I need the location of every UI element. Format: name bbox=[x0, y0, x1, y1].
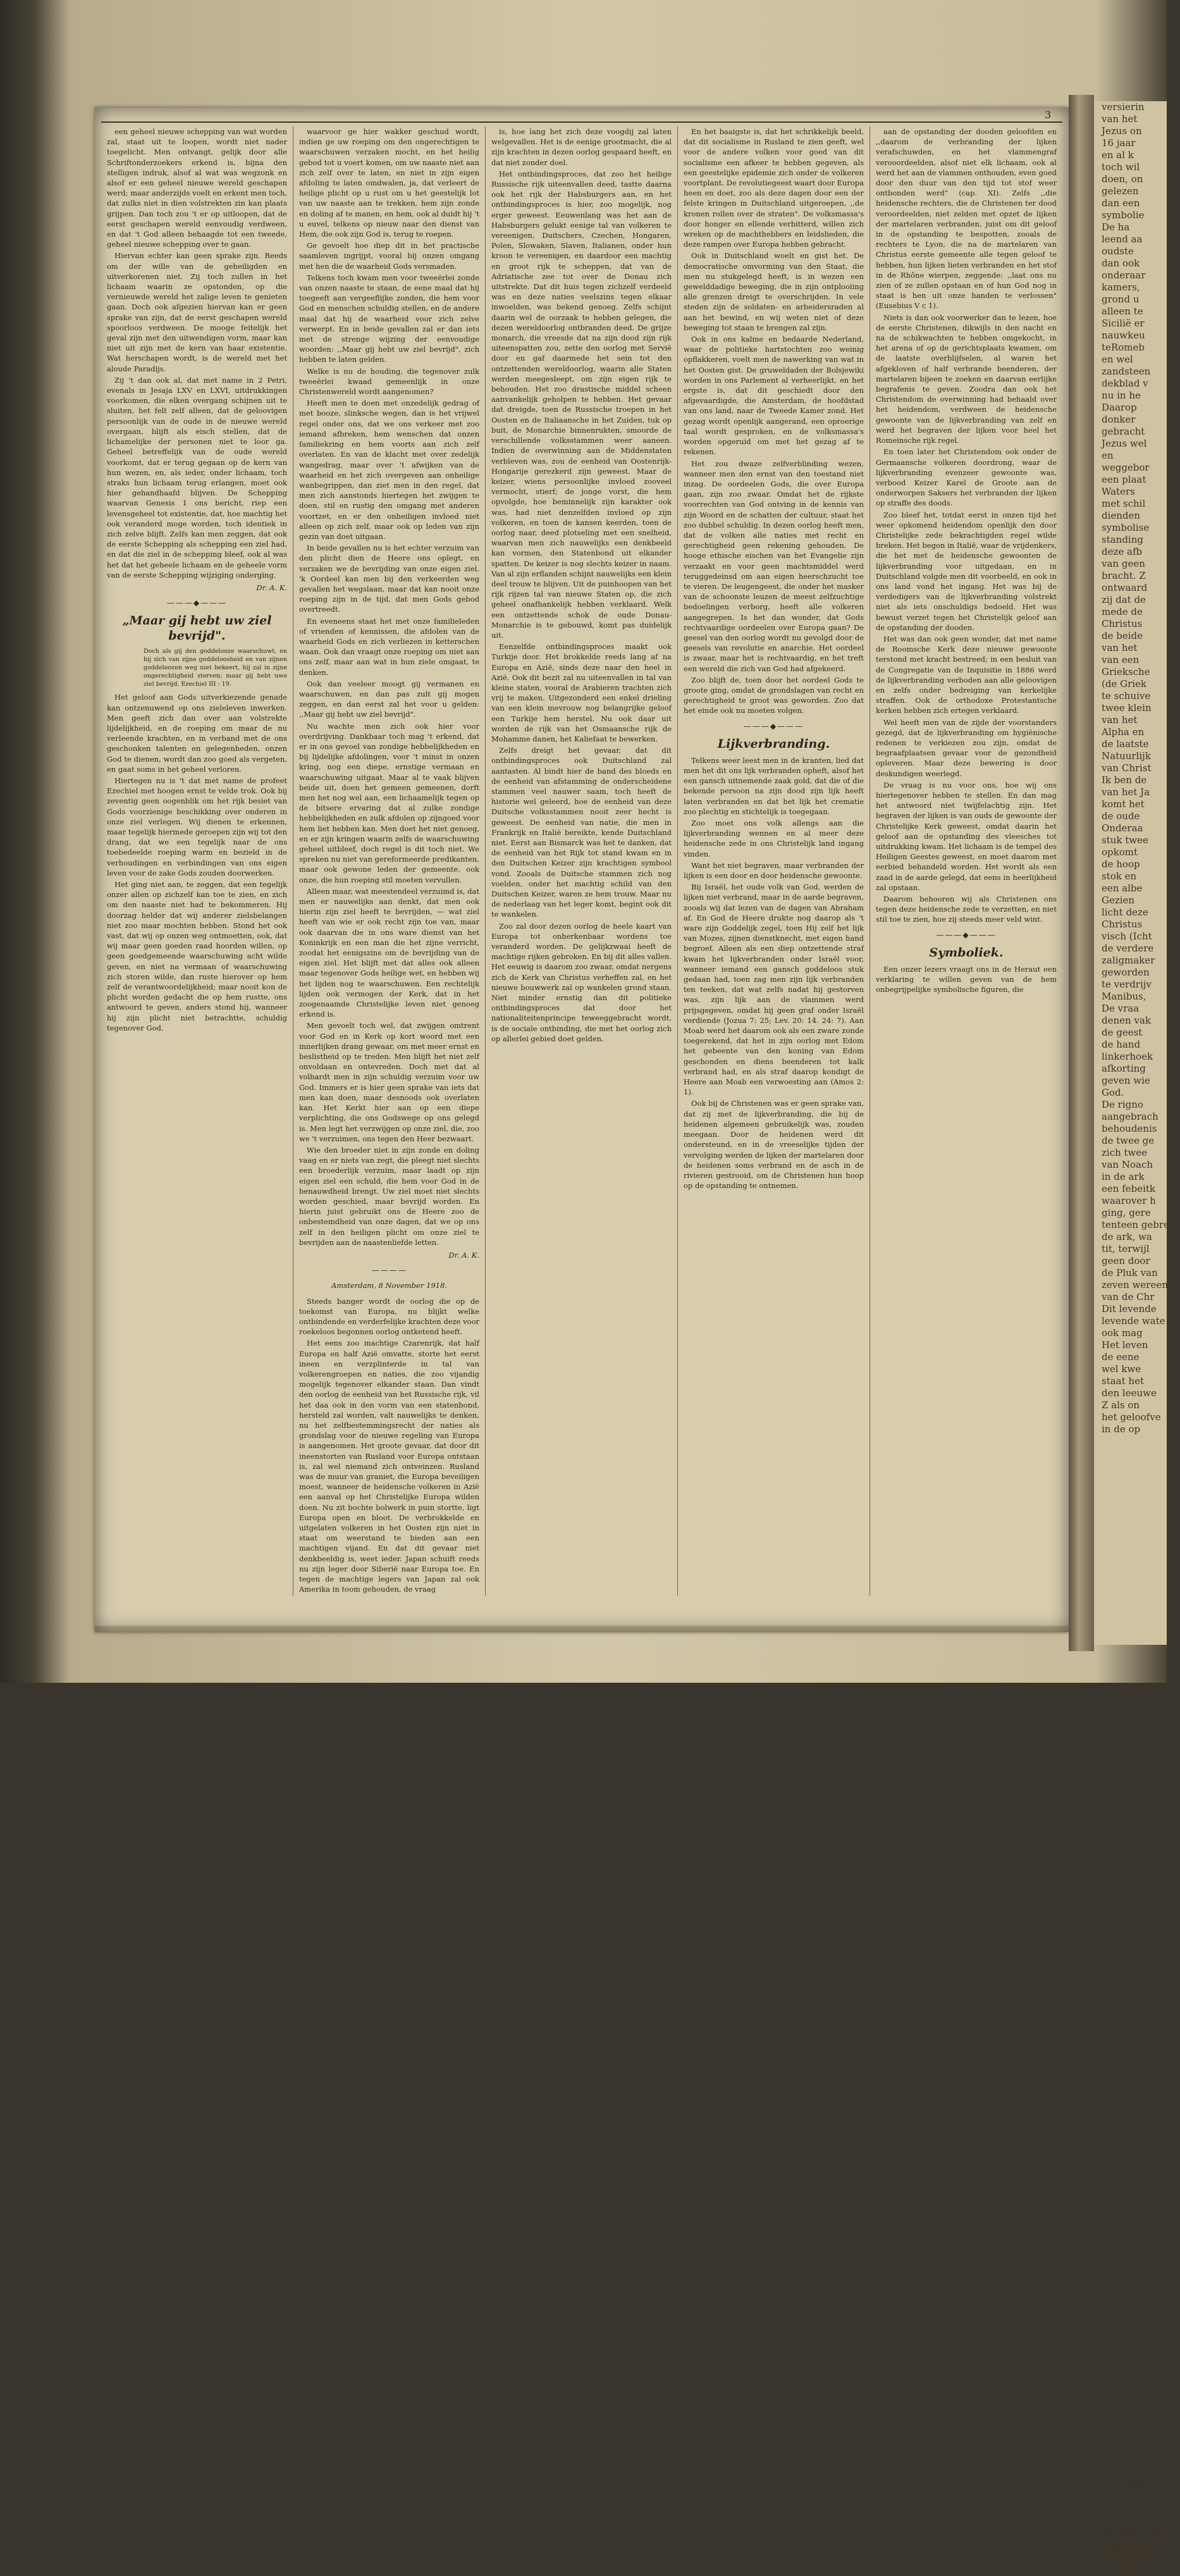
paragraph: Daarom behooren wij als Christenen ons tegen deze heidensche zede te verzetten, en niet stil toe te zien, hoe zij steeds meer veld wint. bbox=[876, 895, 1057, 924]
next-page-line: de twee ge bbox=[1102, 1135, 1155, 1146]
article-columns bbox=[101, 127, 1062, 1594]
next-page-line: geworden bbox=[1102, 967, 1150, 978]
next-page-line: van het bbox=[1102, 642, 1138, 653]
next-page-signature-sub: LEVEN EN WAT bbox=[1102, 2491, 1180, 2503]
next-page-line: Daarop bbox=[1102, 402, 1137, 413]
next-page-line: In zijn de bbox=[1102, 2516, 1146, 2527]
next-page-line: geven wie bbox=[1102, 1075, 1150, 1086]
next-page-line: tenteen gebre bbox=[1102, 1219, 1169, 1230]
next-page-line: grond u bbox=[1102, 294, 1140, 305]
next-page-line: zeven wereen bbox=[1102, 1279, 1168, 1291]
paragraph: Hiervan echter kan geen sprake zijn. Reeds om der wille van de geheiligden en uitverkorenen niet. Zij toch zullen in het lichaam waarin ze opstonden, op die vernieuwde wereld het zalige leven te genieten gaan. Doch ook afgezien hiervan kan er geen sprake van zijn, dat de eerst geschapen wereld spoorloos verdween. De mooge feitelijk het geval zijn met den uitwendigen vorm, maar kan niet uit zijn met de kern van haar existentie. Wat herschapen wordt, is de wereld met het aloude Paradijs. bbox=[107, 251, 287, 373]
next-page-line: symbolise bbox=[1102, 522, 1150, 533]
next-page-line: de hoop bbox=[1102, 858, 1140, 870]
paragraph: In beide gevallen nu is het echter verzuim van den plicht dien de Heere ons oplegt, en verzaken we de bevrijding van onze eigen ziel. 'k Oordeel kan men bij den verkeerden weg gevallen het wegslaan, maar dat kan nooit onze roeping zijn in de tijd, dat men Gods gebod overtreedt. bbox=[299, 543, 479, 614]
article-heading: Lijkverbranding. bbox=[717, 736, 830, 751]
next-page-line: standing bbox=[1102, 534, 1143, 545]
newspaper-page bbox=[95, 108, 1069, 1632]
article-heading: Symboliek. bbox=[929, 945, 1004, 960]
next-page-line: tegen aan de bbox=[1102, 2540, 1164, 2551]
next-page-line: geen door bbox=[1102, 1255, 1150, 1266]
next-page-line: Het leven bbox=[1102, 1339, 1148, 1351]
page-bottom-edge bbox=[95, 1626, 1069, 1632]
paragraph: Ook bij de Christenen was er geen sprake van, dat zij met de lijkverbranding, die bij de heidenen algemeen gebruikelijk was, zouden meegaan. Door de heidenen werd dit ondersteund, en in de vreeselijke tijden der vervolging werden de lijken der martelaren door de heidenen soms verbrand en de asch in de rivieren gestrooid, om de Christenen hun hoop op de opstanding te ontnemen. bbox=[684, 1099, 864, 1191]
next-page-line: en bbox=[1102, 450, 1114, 461]
paragraph: Bij Israël, het oude volk van God, werden de lijken niet verbrand, maar in de aarde begraven, zooals wij dat lezen van de dagen van Abraham af. En God de Heere drukte nog daarop als 't ware zijn Goddelijk zegel, toen Hij zelf het lijk van Mozes, zijnen dienstknecht, met eigen hand begroef. Alleen als een diep ontzettende straf kwam het lijkverbranden onder Israël voor, wanneer iemand een gansch goddeloos stuk gedaan had, toen zag men zijn lijk verbranden ten teeken, dat wat zelfs nadat hij gestorven was, zijn lijk aan de vlammen werd prijsgegeven, omdat hij geen graf onder Israël verdiende (Jozua 7: 25; Lev. 20: 14. 24: 7). Aan Moab werd het daarom ook als een zware zonde toegerekend, dat het in zijn oorlog met Edom het gebeente van den koning van Edom geschonden en diens beenderen tot kalk verbrand had, en als straf daarop kondigt de Heere aan Moab een verwoesting aan (Amos 2: 1). bbox=[684, 882, 864, 1097]
paragraph: Ge gevoelt hoe diep dit in het practische saamleven ingrijpt, vooral bij onzen omgang met hen die de waarheid Gods versmaden. bbox=[299, 241, 479, 271]
header-rule bbox=[101, 121, 1062, 123]
next-page-line: de beide bbox=[1102, 630, 1143, 641]
paragraph: een geheel nieuwe schepping van wat worden zal, staat uit te loopen, wordt niet nader toegelicht. Men ontvangt, gelijk door alle Schriftonderzoekers erkend is, bijna den stelligen indruk, alsof al wat was wegzonk en alsof er een geheel nieuwe wereld geschapen werd; maar anderzijds voelt en erkent men toch, dat zulks niet in dien volstrekten zin kan plaats grijpen. Dan toch zou 't er op uitloopen, dat de eerst geschapen wereld eenvoudig verdween, en dat 't God alleen behaagde tot een tweede, geheel nieuwe schepping over te gaan. bbox=[107, 127, 287, 249]
paragraph: Telkens toch kwam men voor tweeërlei zonde van onzen naaste te staan, de eene maal dat hij toegeeft aan vergeeflijke zonden, die hem voor God en menschen schuldig stellen, en de andere maal dat hij de waarheid voor zich zelve verwerpt. En in beide gevallen zal er dan iets met de strenge wijzing der eenvoudige woorden: ,,Maar gij hebt uw ziel bevrijd", zich hebben te laten gelden. bbox=[299, 273, 479, 364]
paragraph: Het eens zoo machtige Czarenrijk, dat half Europa en half Azië omvatte, storte het eerst ineen en verzplinterde in tal van volkerengroepen en naties, die zoo vijandig mogelijk tegenover elkander staan. Dan vindt den oorlog de eenheid van het Russische rijk, vil het daa ook in den vorm van een statenbond, hersteld zal worden, valt nauwelijks te denken, nu het zelfbestemmingsrecht der naties als grondslag voor de nieuwe regeling van Europa is aangenomen. Het groote gevaar, dat door dit ineenstorten van Rusland voor Europa ontstaan is, zal wel niemand zich ontveinzen. Rusland was de muur van graniet, die Europa beveiligen moest, wanneer de heidensche volkeren in Azië een aanval op het Christelijke Europa wilden doen. Nu zit bochte bolwerk in puin stortte, ligt Europa open en bloot. De verbrokkelde en uitgelaten volkeren in het Oosten zijn niet in staat om weerstand te bieden aan een machtigen vijand. En dat dit gevaar niet denkbeeldig is, weet ieder. Japan schuift reeds nu zijn leger door Siberië naar Europa toe. En tegen de machtige legers van Japan zal ook Amerika in toom gehouden, de vraag bbox=[299, 1339, 479, 1594]
next-page-line: staat het bbox=[1102, 1375, 1144, 1387]
next-page-line: 16 jaar bbox=[1102, 137, 1136, 149]
next-page-line: De vraa bbox=[1102, 1003, 1140, 1014]
paragraph: Ook dan veeleer moogt gij vermanen en waarschuwen, en dan pas zult gij mogen zeggen, en dan eerst zal het voor u gelden: ,,Maar gij hebt uw ziel bevrijd". bbox=[299, 679, 479, 719]
next-page-line: met schil bbox=[1102, 498, 1146, 509]
next-page-line: gebracht bbox=[1102, 426, 1145, 437]
next-page-line: zaligmaker bbox=[1102, 955, 1155, 966]
column-1 bbox=[101, 127, 293, 1595]
paragraph: Zoo bleef het, totdat eerst in onzen tijd het weer opkomend heidendom openlijk den door Christelijke zede bekrachtigden regel wilde breken. Het begon in Italië, waar de vrijdenkers, die het met de heidensche gewoonten de lijkverbranding voor uitgedaan, en in Duitschland volgde men dit voorbeeld, en ook in ons land vond het ingang. Het was bij de verdedigers van de lijkverbranding volstrekt niet als iets onschuldigs bedoeld. Het was bewust verzet tegen het Christelijk geloof aan de opstanding der dooden. bbox=[876, 510, 1057, 632]
next-page-line: waarover h bbox=[1102, 1195, 1156, 1206]
next-page-line: van geen bbox=[1102, 558, 1145, 569]
next-page-line: Grieksche bbox=[1102, 666, 1150, 678]
next-page-line: Waters bbox=[1102, 486, 1135, 497]
paragraph: Het ging niet aan, te zeggen, dat een tegelijk onzer allen op zichzelf kan toe te zien, en zich om den naaste niet had te bekommeren. Hij doorzag helder dat wij anderer zielsbelangen niet zoo maar mochten hebben. Stond het ook vast, dat wij op onzen weg ontmoetten, ook, dat wij maar geen goeden raad hoorden willen, op geen goedgemeende waarschuwing acht wilde geven, en niet na vermaan of waarschuwing zich storen wilde, dan ruste hierover op hem zelf de verantwoordelijkheid; maar nooit kon de plicht worden gedacht die op hem rustte, ons antwoord te geven, anders stond hij, wanneer hij zijn plicht niet betrachtte, schuldig tegenover God. bbox=[107, 880, 287, 1032]
paragraph: Zij 't dan ook al, dat met name in 2 Petri, evenals in Jesaja LXV en LXVI, uitdrukkingen voorkomen, die elken overgang schijnen uit te sluiten, het felt zelf alleen, dat de geloovigen persoonlijk van de oude in de nieuwe wereld overgaan, blijft als eisch stellen, dat de lichamelijke der personen niet te loor ga. Geheel betreffelijk van de oude wereld voorkomt, dat er terug gegaan op de kern van hun wezen, en, als ieder, onder lichaam, toch straks hun lichaam terug erlangen, moet ook hier gehandhaafd blijven. De Schepping waarvan Genesis 1 ons bericht, riep een levensgeheel tot existentie, dat, hoe machtig het ook veranderd moge worden, toch identiek in zich zelve blijft. Zelfs kan men zeggen, dat ook de eerste Schepping als schepping een ziel had, en dat die ziel in de schepping bleef, ook al was het dat het geheele lichaam en de geheele vorm van de eerste Schepping wijziging onderging. bbox=[107, 375, 287, 579]
paragraph: Steeds banger wordt de oorlog die op de toekomst van Europa, nu blijkt welke ontbindende en verderfelijke krachten deze voor roekeloos begonnen oorlog ontketend heeft. bbox=[299, 1296, 479, 1337]
paragraph: Ook in Duitschland woelt en gist het. De democratische omvorming van den Staat, die men nu stukgelegd heeft, is in wezen een gewelddadige beweging, die in zijn ontplooiing alle grenzen dreigt te overschrijden. In vele steden zijn de soldaten- en arbeidersraden al aan het bewind, en wij weten niet of deze beweging tot staan te brengen zal zijn. bbox=[684, 251, 864, 332]
next-page-line: Christus bbox=[1102, 919, 1143, 930]
next-page-line: Sicilië er bbox=[1102, 318, 1145, 329]
next-page-line: bracht. Z bbox=[1102, 570, 1146, 581]
paragraph: Hiertegen nu is 't dat met name de profeet Ezechiel met hoogen ernst te velde trok. Ook bij zeventig geen oogenblik om het rijk besiet van Gods voorzienige beschikking over onderen in onze ziel verlegen. Wij dienen te erkennen, maar tegelijk hiermede geroepen zijn wij tot den drang, dat we een tegelijk naar de ons toebedeelde roeping warm en bezield in de verhoudingen en verbindingen van ons eigen leven voor de zake Gods zouden doorwerken. bbox=[107, 776, 287, 877]
next-page-line: een plaat bbox=[1102, 474, 1146, 485]
next-page-line: Manibus, bbox=[1102, 991, 1146, 1002]
ornament-divider: ———◆——— bbox=[936, 930, 997, 939]
paragraph: aan de opstanding der dooden geloofden en ,,daarom de verbranding der lijken verafschuwden, en het vlammengraf verooordeelden, alsof niet elk lichaam, ook al werd het aan de vlammen onthouden, even goed door den duur van den tijd tot stof weer ontbonden werd" (cap. XI). Zelfs ,,die heidensche rechters, die de Christenen ter dood veroordeelden, niet zelden met opzet de lijken der martelaren verbranden, juist om dit geloof in de opstanding te bespotten, zooals de rechters te Lyon, die na de martelaren van Christus eerste gemeente alle tegen geloof te hebben, hun lijken lieten verbranden en het stof in de Rhône wierpen, zeggende: ,,laat ons nu zien of ze zullen opstaan en of hun God nog in staat is hen uit onze handen te verlossen" (Eusebius V c 1). bbox=[876, 127, 1057, 311]
page-mark: 3 bbox=[1045, 109, 1052, 121]
ornament-divider: ———— bbox=[371, 1266, 407, 1275]
paragraph: Het geloof aan Gods uitverkiezende genade kan ontzenuwend op ons zieleleven inwerken. Men geeft zich dan over aan volstrekte lijdelijkheid, en de roeping om maar de nu verleende krachten, en in verband met de ons geschonken talenten en gelegenheden, onzen God te dienen, wordt dan zoo goed als vergeten, en gaat soms in het geheel verloren. bbox=[107, 693, 287, 774]
next-page-line: tit, terwijl bbox=[1102, 1243, 1150, 1254]
next-page-line: deze afb bbox=[1102, 546, 1143, 557]
next-page-line: denen vak bbox=[1102, 1015, 1151, 1026]
next-page-line: afkorting bbox=[1102, 1063, 1146, 1074]
paragraph: Nu wachte men zich ook hier voor overdrijving. Dankbaar toch mag 't erkend, dat er in ons gevoel van zondige hebbelijkheden en bij lijdelijke afdolingen, voor 't minst in onzen kring, nog een diepe, ernstige vermaan en waarschuwing uitgaat. Maar al te vaak blijven beide uit, doen het gemeen gemeenen, dorft men het nog wel aan, een lichaamelijk tegen op de bitsere ervaring dat al zulke zondige hebbelijkheden en zulk afdolen op zijngoed voor hem liet hebben kan. Men doet het niet genoeg, en er zijn kringen waarin zelfs de waarschuwing geheel uitbleef, doch regel is dit toch niet. We spreken nu niet van gereformeerde predikanten, maar ook gewone leden der gemeente, ook onze, die hun roeping stil moeten vervullen. bbox=[299, 721, 479, 884]
next-page-line: Als gymnasi bbox=[1102, 2552, 1160, 2563]
next-page-line: dienden bbox=[1102, 510, 1141, 521]
paragraph: Welke is nu de houding, die tegenover zulk tweeërlei kwaad gemeenlijk in onze Christenwereld wordt aangenomen? bbox=[299, 366, 479, 397]
next-page-line: donker bbox=[1102, 414, 1136, 425]
next-page-line: den leeuwe bbox=[1102, 1387, 1157, 1399]
next-page-line: van Christ bbox=[1102, 762, 1152, 774]
paragraph: Zoo zal door dezen oorlog de heele kaart van Europa tot onherkenbaar wordens toe veranderd worden. De gelijkzwaai heeft de machtige rijken gebroken. En bij dit alles vallen. Het eeuwig is daarom zoo zwaar, omdat nergens zich de Kerk van Christus verheffen zal, en het nieuwe bouwwerk zal op wankelen grond staan. Niet minder ernstig dan dit politieke ontbindingsproces dat door het nationaliteitenprincipe teweeggebracht wordt, is de sociale ontbinding, die met het oorlog zich op allerlei gebied doet gelden. bbox=[491, 921, 672, 1043]
ornament-divider: ———◆——— bbox=[743, 721, 804, 731]
next-page-line: van de Chr bbox=[1102, 1291, 1155, 1303]
paragraph: Want het niet begraven, maar verbranden der lijken is een door en door heidensche gewoonte. bbox=[684, 860, 864, 881]
next-page-line: (de Griek bbox=[1102, 678, 1147, 690]
paragraph: Telkens weer leest men in de kranten, lied dat men het dit ons lijk verbranden opheft, alsof het een gansch uitnemende zaak gold, dat die of die bekende persoon na zijn dood zijn lijk heeft laten verbranden en dat het lijk het crematie zoo plechtig en stichtelijk is toegegaan. bbox=[684, 755, 864, 816]
paragraph: Zoo moet ons volk allengs aan die lijkverbranding wennen en al meer deze heidensche zede in ons Christelijk land ingang vinden. bbox=[684, 819, 864, 858]
paragraph: Het ontbindingsproces, dat zoo het heilige Russische rijk uiteenvallen deed, tastte daarna ook het rijk der Habsburgers aan, en het ontbindingsproces is hier, zoo mogelijk, nog erger geweest. Eeuwenlang was het aan de Habsburgers gelukt eenige tal van volkeren te vereenigen, Duitschers, Czechen, Hongaren, Polen, Slowaken, Slaven, Italianen, onder hun kroon te vereenigen, en daardoor een machtig en groot rijk te scheppen, dat van de Adriatische zee tot over de Donau zich uitstrekte. Dat dit huis tegen zichzelf verdeeld was en deze naties veelszins tegen elkaar inwoelden, was bekend genoeg. Zelfs schijnt daarin wel de oorzaak te hebben gelegen, die dezen wereldoorlog ontbranden deed. De grijze monarch, die vreesde dat na zijn dood zijn rijk uiteenspatten zou, zette den oorlog met Servië door en gaf daarmede het sein tot den ontzettenden wereldoorlog, waarin alle Staten werden meegesleept, om zijn eigen rijk te behouden. Het zoo drastische middel scheen aanvankelijk geholpen te hebben. Het gevaar dat dreigde, toen de Russische troepen in het Oosten en de Italiaansche in het Zuiden, tuk op buit, de Monarchie binnenrukten, smoorde de verschillende volksstammen weer aaneen. Indien de overwinning aan de Middenstaten verbleven was, zou de eenheid van Oostenrijk-Hongarije gerezkerd zijn geweest. Maar de keizer, wiens persoonlijke invloed zooveel vermocht, stierf; de jonge vorst, die hem opvolgde, hoe beminnelijk zijn karakter ook was, had niet denzelfden invloed op zijn volkeren, en toen de kansen keerden, toen de oorlog naar, deed plotseling met een snelheid, waarvan men zich nauwelijks een denkbeeld kan vormen, den Statenbond uit elkander spatten. De keizer is nog slechts keizer in naam. Van al zijn erflanden schijnt nauwelijks een klein deel trouw te blijven. Uit de puinhoopen van het rijk rijzen tal van nieuwe Staten op, die zich geheel onafhankelijk hebben verklaard. Welk een ontzettende schok de oude Donau-Monarchie is te gebouwd, komt pas duidelijk uit. bbox=[491, 169, 672, 640]
next-page-line: De ha bbox=[1102, 221, 1130, 233]
next-page-line: De rigno bbox=[1102, 1099, 1143, 1110]
next-page-line: van een bbox=[1102, 654, 1140, 666]
next-page-line: DE PREDIKAN bbox=[1102, 2528, 1173, 2539]
next-page-line: Onderaa bbox=[1102, 822, 1143, 834]
next-page-line: stuk twee bbox=[1102, 834, 1148, 846]
next-page-line: levende wate bbox=[1102, 1315, 1165, 1327]
next-page-line: leend aa bbox=[1102, 233, 1143, 245]
next-page-line: Natuurlijk bbox=[1102, 750, 1151, 762]
next-page-line: doen, on bbox=[1102, 173, 1143, 185]
paragraph: Heeft men te doen met onzedelijk gedrag of met booze, slinksche wegen, dan is het vrijwel regel onder ons, dat we ons verkeer met zoo iemand afbreken, hem wenschen dat onzen familiekring en hem voorts aan zich zelf overlaten. En van de klacht met over zedelijk wangedrag, maar over 't afwijken van de waarheid en het zich overgeven aan onheilige wanbegrippen, dan ziet men in den regel, dat men zich aanstonds hiertegen het zwijgen te doen, stil en rustig den omgang met anderen voortzet, en er den onheiligen invloed niet alleen op zich zelf, maar ook op leden van zijn gezin van doet uitgaan. bbox=[299, 399, 479, 541]
next-page-line: ontwaard bbox=[1102, 582, 1148, 593]
next-page-line: teRomeb bbox=[1102, 342, 1145, 353]
next-page-line: van Noach bbox=[1102, 1159, 1153, 1170]
next-page-line: dan een bbox=[1102, 197, 1140, 209]
next-page-line: twee klein bbox=[1102, 702, 1152, 714]
next-page-line: voorzicht leer bbox=[1102, 2564, 1168, 2575]
next-page-line: toch wil bbox=[1102, 161, 1140, 173]
signature: Dr. A. K. bbox=[448, 1250, 479, 1260]
column-2 bbox=[293, 127, 486, 1595]
next-page-line: de Pluk van bbox=[1102, 1267, 1158, 1279]
next-page-line: aangebrach bbox=[1102, 1111, 1158, 1122]
next-page-line: Ik ben de bbox=[1102, 774, 1147, 786]
next-page-line: ook mag bbox=[1102, 1327, 1143, 1339]
next-page-line: te schuive bbox=[1102, 690, 1151, 702]
column-3 bbox=[486, 127, 678, 1595]
next-page-line: te verdrijv bbox=[1102, 979, 1152, 990]
next-page-line: komt het bbox=[1102, 798, 1145, 810]
next-page-line: in de op bbox=[1102, 1423, 1141, 1435]
next-page-line: kamers, bbox=[1102, 282, 1140, 293]
next-page-line: Christus bbox=[1102, 618, 1143, 629]
paragraph: Alleen maar, wat meestendeel verzuimd is, dat men er nauwelijks aan denkt, dat men ook hierin zijn ziel heeft te bevrijden, — wat ziel heeft van wie er ook recht zijn toe van, maar ook daarvan die in ons ware dienst van het Koninkrijk en een man die het zijne verricht, zoodat het eenigszins om de bevrijding van de eigen ziel. Het blijft met dat alles ook alleen maar tegenover Gods heilige wet, en hebben wij het lijden nog te waarschuwen. Een rechtelijk lijden ook vermogen der Kerk, dat in het zoogenaamde Christelijke leven niet genoeg erkend is. bbox=[299, 886, 479, 1019]
next-page-edge bbox=[1094, 101, 1180, 2575]
next-page-line: gelezen bbox=[1102, 185, 1139, 197]
next-page-line: ging, gere bbox=[1102, 1207, 1151, 1218]
article-heading: „Maar gij hebt uw ziel bevrijd". bbox=[122, 614, 272, 643]
next-page-line: het geloofve bbox=[1102, 1411, 1161, 1423]
next-page-line: zij dat de bbox=[1102, 594, 1146, 605]
paragraph: Niets is dan ook voorwerker dan te lezen, hoe de eerste Christenen, dikwijls in den nacht en na de schikwachten te hebben omgekocht, in het arena of op de gerichtsplaats kwamen, om de laatste overblijfselen, al waren het afgekloven of half verbrande beenderen, der martelaren bijeen te zoeken en daarvan eerlijke begrafenis te geven. Zoodra dan ook het Christendom de overwinning had behaald over het heidendom, verdween de heidensche gewoonte van de lijkverbranding van zelf en werd het begraven der lijken voor heel het Romeinsche rijk regel. bbox=[876, 313, 1057, 445]
next-page-line: opkomt bbox=[1102, 846, 1138, 858]
next-page-line: van het Ja bbox=[1102, 786, 1150, 798]
next-page-line: God. bbox=[1102, 1087, 1124, 1098]
paragraph: En het baaigste is, dat het schrikkelijk beeld, dat dit socialisme in Rusland te zien geeft, wel voor de andere volken voor goed van dit socialisme een afkeer te hebben gegeven, als een geestelijke epidemie zich onder de volkeren voortplant. De revolutiegeest waart door Europa heen en doet, zoo als deze dagen door een der felste kringen in Duitschland uitgeroepen, ,,de kronen rollen over de straten". De volksmassa's door honger en ellende verbitterd, willen zich wreken op de machthebbers en leidslieden, die deze rampen over Europa hebben gebracht. bbox=[684, 127, 864, 249]
signature: Dr. A. K. bbox=[256, 583, 287, 592]
next-page-line: in de ark bbox=[1102, 1171, 1145, 1182]
next-page-line: Jezus wel bbox=[1102, 438, 1147, 449]
next-page-line: dan ook bbox=[1102, 257, 1140, 269]
paragraph: Zelfs dreigt het gevaar, dat dit ontbindingsproces ook Duitschland zal aantasten. Al bindt hier de band des bloeds en de eenheid van afstamming de onderscheidene stammen veel nauwer saam, toch heeft de historie wel geleerd, hoe de eenheid van deze Duitsche volksstammen nooit zeer hecht is geweest. De eenheid van natie, die men in Frankrijk en Italië bereikte, kende Duitschland niet. Eerst aan Bismarck was het te danken, dat de eenheid van het Rijk tot stand kwam en in den Duitschen Keizer zijn krachtigen symbool vond. Zooals de Duitsche stammen zich nog voelden, onder het machtig schild van den Duitschen Keizer, waren ze hem trouw. Maar nu de nederlaag van het leger komt, begint ook dit te wankelen. bbox=[491, 746, 672, 919]
next-page-line: de eene bbox=[1102, 1351, 1140, 1363]
next-page-line: van het bbox=[1102, 113, 1138, 125]
paragraph: Een onzer lezers vraagt ons in de Heraut een verklaring te willen geven van de hem onbegrijpelijke symbolische figuren, die bbox=[876, 964, 1057, 994]
next-page-line: Alpha en bbox=[1102, 726, 1145, 738]
next-page-line: versierin bbox=[1102, 101, 1145, 113]
paragraph: Wie den broeder niet in zijn zonde en doling vaag en er niets van zegt, die pleegt niet slechts een broederlijk verzuim, maar laadt op zijn eigen ziel een schuld, die hem voor God in de benauwdheid brengt. Uw ziel moet niet slechts worden geschied, maar bevrijd worden. En hierin juist gebruikt ons de Heere zoo de onbestemdheid van onze dagen, dat we op ons zelf in den heiligen plicht om onze ziel te bevrijden aan de naastenliefde letten. bbox=[299, 1145, 479, 1247]
next-page-line: de ark, wa bbox=[1102, 1231, 1152, 1242]
paragraph: waarvoor ge hier wakker geschud wordt, indien ge uw roeping om den ongerechtigen te waarschuwen verzaken mocht, en het heilig gebod tot u voert komen, om uw naaste niet aan zich zelf over te laten, en niet in zijn eigen afdoling te laten omdwalen, ja, dat verleert de heilige plicht op u rust om u het geestelijk lot van uw naaste aan te trekken, hem zijn zonde en doling af te manen, en hem, ook al duidt hij 't u euvel, telkens op nieuw naar den dienst van Hem, die ook zijn God is, terug te roepen. bbox=[299, 127, 479, 239]
next-page-line: behoudenis bbox=[1102, 1123, 1157, 1134]
paragraph: Het was dan ook geen wonder, dat met name de Roomsche Kerk deze nieuwe gewoonte terstond met kracht bestreed; in een besluit van de Congregatie van de Inquisitie in 1886 werd de lijkverbranding verboden aan alle geloovigen en zelfs onder bedreiging van kerkelijke straffen. Ook de orthodoxe Protestantsche kerken hebben zich ertegen verklaard. bbox=[876, 634, 1057, 715]
next-page-line: nauwkeu bbox=[1102, 330, 1145, 341]
next-page-line: Jezus on bbox=[1102, 125, 1142, 137]
next-page-line: Dit levende bbox=[1102, 1303, 1157, 1315]
next-page-line: zandsteen bbox=[1102, 366, 1151, 377]
next-page-line: wel kwe bbox=[1102, 1363, 1141, 1375]
next-page-line: zich twee bbox=[1102, 1147, 1148, 1158]
paragraph: Zoo blijft de, toen door het oordeel Gods te groote ging, omdat de grondslagen van recht en gerechtigheid te groot was geworden. Zoo dat het einde ook nu moeten volgen. bbox=[684, 675, 864, 715]
next-page-line: alleen te bbox=[1102, 306, 1143, 317]
next-page-line: van het bbox=[1102, 714, 1138, 726]
next-page-line: oudste bbox=[1102, 245, 1134, 257]
ornament-divider: ———◆——— bbox=[166, 598, 228, 608]
paragraph: Ook in ons kalme en bedaarde Nederland, waar de politieke hartstochten zoo weinig opflakkeren, voelt men de nawerking van wat in het Oosten gist. De gruweldaden der Bolsjewiki worden in ons Parlement al verheerlijkt, en het ergste is, dat dit geschiedt door den afgevaardigde, die Amsterdam, de hoofdstad van ons land, naar de Tweede Kamer zond. Het gezag wordt openlijk aangerand, een oproerige taal wordt gesproken, en de volksmassa's worden opgeruid om met het gezag af te rekenen. bbox=[684, 335, 864, 457]
next-page-line: de hand bbox=[1102, 1039, 1141, 1050]
next-page-line: de verdere bbox=[1102, 943, 1154, 954]
next-page-line: stok en bbox=[1102, 870, 1137, 882]
next-page-line: nu in he bbox=[1102, 390, 1141, 401]
next-page-signature: J. C. RULL bbox=[1102, 2479, 1152, 2491]
next-page-line: mede de bbox=[1102, 606, 1143, 617]
next-page-line: een febeitk bbox=[1102, 1183, 1156, 1194]
next-page-line: de geest bbox=[1102, 1027, 1143, 1038]
next-page-line: een albe bbox=[1102, 882, 1143, 894]
paragraph: Eenzelfde ontbindingsproces maakt ook Turkije door. Het brokkelde reeds lang af na Europa en Azië, sinds deze naar den heel in Azië. Ook dit bezit zal nu uiteenvallen in tal van kleine staten, vooral de Arabieren trachten zich vrij te maken. Uitgezonderd een enkel drieling van een klein mevrouw nog belangrijke geloof een Turkije hem herstel. Nu ook daar uit worden de rijk van het Osmaansche rijk de Mohamme danen, het Kaliefaat te bewerken. bbox=[491, 642, 672, 743]
next-page-line: Z als on bbox=[1102, 1399, 1140, 1411]
next-page-line: en wel bbox=[1102, 354, 1133, 365]
next-page-line: linkerhoek bbox=[1102, 1051, 1153, 1062]
next-page-line: de oude bbox=[1102, 810, 1140, 822]
next-page-line: symbolie bbox=[1102, 209, 1145, 221]
paragraph: Wel heeft men van de zijde der voorstanders gezegd, dat de lijkverbranding om hygiënische redenen te verkiezen zou zijn, omdat de begraafplaatsen gevaar voor de gezondheid opleveren. Maar deze bewering is door deskundigen weerlegd. bbox=[876, 717, 1057, 778]
column-5 bbox=[870, 127, 1062, 1595]
column-4 bbox=[678, 127, 870, 1595]
paragraph: En toen later het Christendom ook onder de Germaansche volkeren doordrong, waar de lijkverbranding evenzeer gewoonte was, verbood Keizer Karel de Groote aan de onderworpen Saksers het verbranden der lijken op straffe des doods. bbox=[876, 447, 1057, 508]
paragraph: is, hoe lang het zich deze voogdij zal laten welgevallen. Het is de eenige grootmacht, die al zijn krachten in dezen oorlog gespaard heeft, en dat niet zonder doel. bbox=[491, 127, 672, 167]
next-page-line: Gezien bbox=[1102, 895, 1135, 906]
binding-spine bbox=[1069, 95, 1094, 1651]
next-page-line: weggebor bbox=[1102, 462, 1150, 473]
dateline: Amsterdam, 8 November 1918. bbox=[331, 1281, 447, 1291]
paragraph: En eveneens staat het met onze familieleden of vrienden of kennissen, die afdolen van de waarheid Gods en zich verliezen in ketterschen waan. Ook dan vraagt onze roeping om niet aan ons zelf, maar aan wat in hun ziele omgaat, te denken. bbox=[299, 616, 479, 677]
next-page-line: en al k bbox=[1102, 149, 1134, 161]
next-page-line: onderaar bbox=[1102, 269, 1146, 281]
next-page-line: licht deze bbox=[1102, 907, 1148, 918]
next-page-line: dekblad v bbox=[1102, 378, 1148, 389]
paragraph: Men gevoelt toch wel, dat zwijgen omtrent voor God en in Kerk op kort woord met een innerlijken drang gewaar, om met meer ernst en beslistheid op te treden. Men blijft het niet zelf onvoldaan en ontevreden. Doch met dat al volhardt men in zijn schuldig verzuim voor uw God. Immers er is hier geen sprake van iets dat men kan doen, maar desnoods ook overlaten kan. Het Kerkt hier aan op een diepe verplichting, die ons Godswege op ons gelegd is. Men legt het verzwijgen op onze ziel, die, zoo we 't verzuimen, ons tegen den Heer bezwaart. bbox=[299, 1021, 479, 1143]
paragraph: De vraag is nu voor ons, hoe wij ons hiertegenover hebben te stellen. En dan mag het antwoord niet twijfelachtig zijn. Het begraven der lijken is van ouds de gewoonte der Christelijke Kerk geweest, omdat daarin het geloof aan de opstanding des vleesches tot uitdrukking kwam. Het lichaam is de tempel des Heiligen Geestes geweest, en moet daarom met eerbied behandeld worden. Het wordt als een zaad in de aarde gelegd, dat eens in heerlijkheid zal opstaan. bbox=[876, 780, 1057, 892]
next-page-line: visch (Icht bbox=[1102, 931, 1152, 942]
paragraph: Het zou dwaze zelfverblinding wezen, wanneer men den ernst van den toestand niet inzag. De oordeelen Gods, die over Europa gaan, zijn zoo zwaar. Omdat het de rijkste voorrechten van God ontving in de kennis van zijn Woord en de schatten der cultuur, staat het zoo dubbel schuldig. In dezen oorlog heeft men, dat de volken alle naties met recht en gerechtigheid geen rekening gehouden. De hooge ethische eischen van het Evangelie zijn verzaakt en voor geen machtsmiddel werd teruggedeinsd om aan eigen heerschzucht toe te vieren. De leugengeest, die onder het masker van de schoonste leuzen de meest zelfzuchtige bedoelingen verborg, heeft alle volkeren aangegrepen. Is het dan wonder, dat Gods rechtvaardige oordeelen over Europa gaan? De geesel van den oorlog wordt nu gevolgd door de geesels van revolutie en anarchie. Het oordeel is zwaar, maar het is rechtvaardig, en het treft een wereld die zich van God had afgekeerd. bbox=[684, 459, 864, 673]
article-motto: Doch als gij den goddelooze waarschuwt, en hij zich van zijne goddeloosheid en van zijnen goddeloozen weg niet bekeert, hij zal in zijne ongerechtigheid sterven; maar gij hebt uwe ziel bevrijd. Ezechiel III : 19. bbox=[144, 648, 287, 688]
next-page-line: de laatste bbox=[1102, 738, 1149, 750]
